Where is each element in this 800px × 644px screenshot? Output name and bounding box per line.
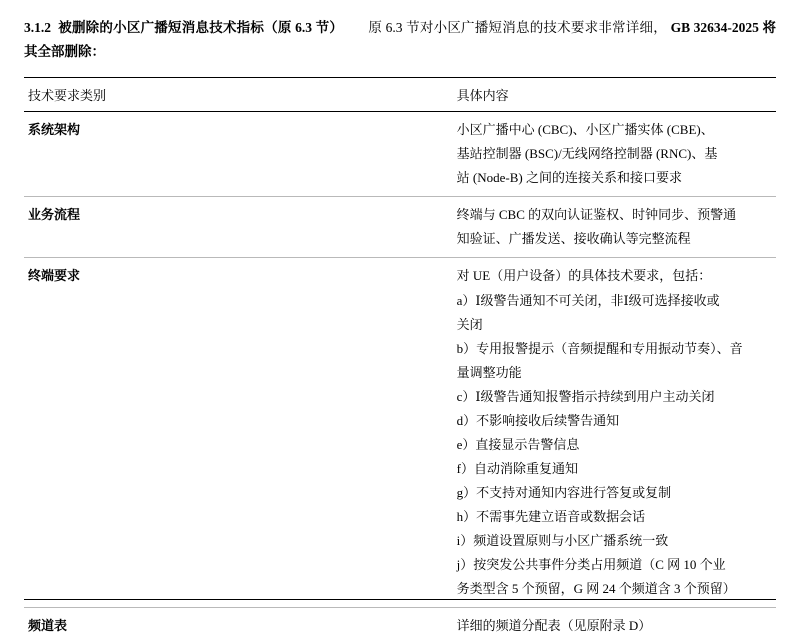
content-line: a）Ⅰ级警告通知不可关闭，非Ⅰ级可选择接收或 [456, 292, 720, 308]
column-header-content: 具体内容 [453, 78, 776, 112]
row-label: 系统架构 [28, 122, 81, 138]
table-row [24, 258, 776, 608]
content-line: i）频道设置原则与小区广播系统一致 [456, 533, 669, 548]
content-line: 终端与 CBC 的双向认证鉴权、时钟同步、预警通 [456, 207, 737, 223]
content-line: 基站控制器 (BSC)/无线网络控制器 (RNC)、基 [456, 146, 718, 162]
row-content [453, 112, 776, 197]
content-line: f）自动消除重复通知 [456, 460, 578, 476]
table-row [24, 112, 776, 197]
content-line: 务类型含 5 个预留，G 网 24 个频道含 3 个预留） [456, 581, 736, 597]
content-line: d）不影响接收后续警告通知 [456, 412, 620, 428]
content-line: e）直接显示告警信息 [456, 436, 580, 452]
section-body-lead: 原 6.3 节对小区广播短消息的技术要求非常详细， [368, 20, 667, 35]
content-line: j）按突发公共事件分类占用频道（C 网 10 个业 [456, 557, 726, 573]
content-line: h）不需事先建立语音或数据会话 [456, 508, 646, 524]
content-line: b）专用报警提示（音频提醒和专用振动节奏）、音 [456, 340, 743, 356]
table-bottom-rule [24, 599, 776, 600]
table-header [24, 78, 776, 112]
content-line: 站 (Node-B) 之间的连接关系和接口要求 [456, 170, 682, 186]
column-header-category: 技术要求类别 [24, 78, 453, 112]
content-line: 小区广播中心 (CBC)、小区广播实体 (CBE)、 [456, 122, 714, 138]
content-line: 对 UE（用户设备）的具体技术要求，包括： [456, 268, 712, 284]
row-content [453, 197, 776, 258]
section-body-bold-tail: GB 32634-2025 将其全部删除： [24, 20, 777, 59]
content-line: g）不支持对通知内容进行答复或复制 [456, 484, 672, 500]
spec-table [24, 77, 776, 644]
section-intro-paragraph [24, 16, 776, 63]
row-label: 频道表 [24, 608, 453, 644]
row-content [453, 608, 776, 644]
content-line: c）Ⅰ级警告通知报警指示持续到用户主动关闭 [456, 388, 715, 404]
row-label: 终端要求 [24, 258, 453, 608]
table-row [24, 608, 776, 644]
row-label: 业务流程 [24, 197, 453, 258]
content-line: 详细的频道分配表（见原附录 D） [456, 618, 652, 634]
section-number: 3.1.2 [24, 20, 51, 35]
table-body [24, 112, 776, 644]
content-line: 量调整功能 [456, 364, 522, 380]
content-line: 知验证、广播发送、接收确认等完整流程 [456, 231, 691, 247]
section-heading: 被删除的小区广播短消息技术指标（原 6.3 节） [58, 20, 344, 35]
content-line: 关闭 [456, 316, 483, 332]
row-content [453, 258, 776, 608]
table-row [24, 197, 776, 258]
table-header-row [24, 78, 776, 112]
